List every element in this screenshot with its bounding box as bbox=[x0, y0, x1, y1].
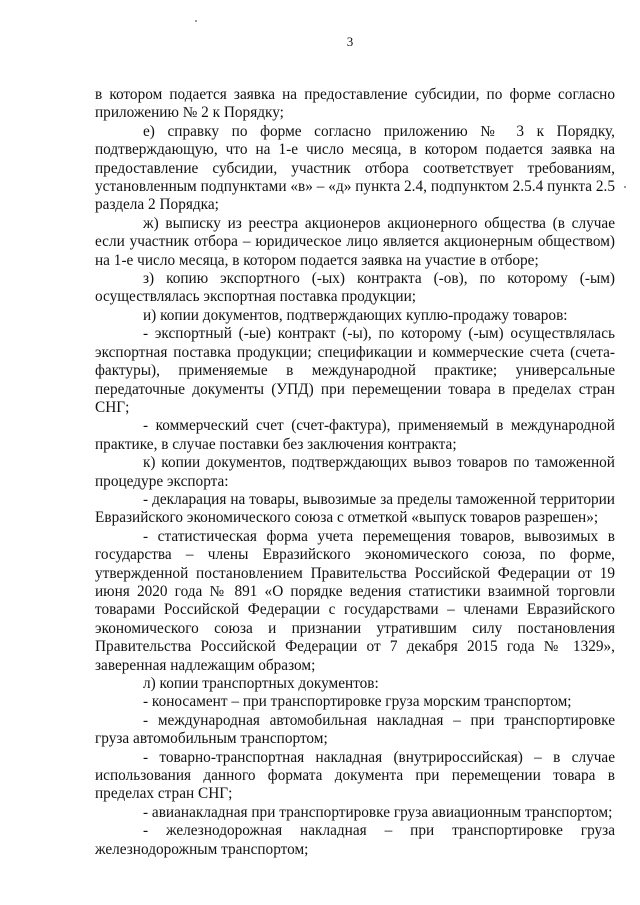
scan-speck bbox=[195, 20, 197, 22]
paragraph: в котором подается заявка на предоставление субсидии, по форме согласно приложению № 2 к Порядку; bbox=[95, 86, 615, 122]
list-item: - международная автомобильная накладная – при транспортировке груза автомобильным транспортом; bbox=[95, 711, 615, 748]
paragraph: и) копии документов, подтверждающих куплю-продажу товаров: bbox=[143, 306, 568, 324]
list-item: - товарно-транспортная накладная (внутрироссийская) – в случае использования данного формата документа при перемещении товара в пределах стран СНГ; bbox=[95, 748, 615, 803]
list-item: - статистическая форма учета перемещения товаров, вывозимых в государства – члены Евразийского экономического союза, по форме, утвержденной постановлением Правительства Российской Федерации от 19 июня 2020 года № 891 «О порядке ведения статистики взаимной торговли товарами Российской Федерации с государствами – членами Евразийского экономического союза и признании утратившим силу постановления Правительства Российской Федерации от 7 декабря 2015 года № 1329», заверенная надлежащим образом; bbox=[95, 527, 615, 674]
document-body bbox=[95, 86, 615, 859]
list-item: - железнодорожная накладная – при транспортировке груза железнодорожным транспортом; bbox=[95, 822, 615, 858]
paragraph: е) справку по форме согласно приложению № 3 к Порядку, подтверждающую, что на 1-е число месяца, в котором подается заявка на предоставление субсидии, участник отбора соответствует требованиям, установленным подпунктами «в» – «д» пункта 2.4, подпунктом 2.5.4 пункта 2.5 раздела 2 Порядка; bbox=[95, 122, 615, 214]
list-item: - декларация на товары, вывозимые за пределы таможенной территории Евразийского экономического союза с отметкой «выпуск товаров разрешен»; bbox=[95, 490, 615, 527]
list-item: - экспортный (-ые) контракт (-ы), по которому (-ым) осуществлялась экспортная поставка продукции; спецификации и коммерческие счета (счета-фактуры), применяемые в международной практике; универсальные передаточные документы (УПД) при перемещении товара в пределах стран СНГ; bbox=[95, 325, 615, 416]
paragraph: ж) выписку из реестра акционеров акционерного общества (в случае если участник отбора – юридическое лицо является акционерным обществом) на 1-е число месяца, в котором подается заявка на участие в отборе; bbox=[95, 214, 615, 269]
paragraph: з) копию экспортного (-ых) контракта (-ов), по которому (-ым) осуществлялась экспортная поставка продукции; bbox=[95, 270, 615, 306]
list-item: - коммерческий счет (счет-фактура), применяемый в международной практике, в случае поставки без заключения контракта; bbox=[95, 417, 615, 453]
paragraph: к) копии документов, подтверждающих вывоз товаров по таможенной процедуре экспорта: bbox=[95, 454, 615, 490]
scan-speck bbox=[624, 186, 626, 188]
list-item: - авианакладная при транспортировке груза авиационным транспортом; bbox=[143, 803, 613, 821]
list-item: - коносамент – при транспортировке груза морским транспортом; bbox=[143, 693, 572, 711]
paragraph: л) копии транспортных документов: bbox=[143, 675, 379, 692]
page-number: 3 bbox=[346, 34, 354, 49]
